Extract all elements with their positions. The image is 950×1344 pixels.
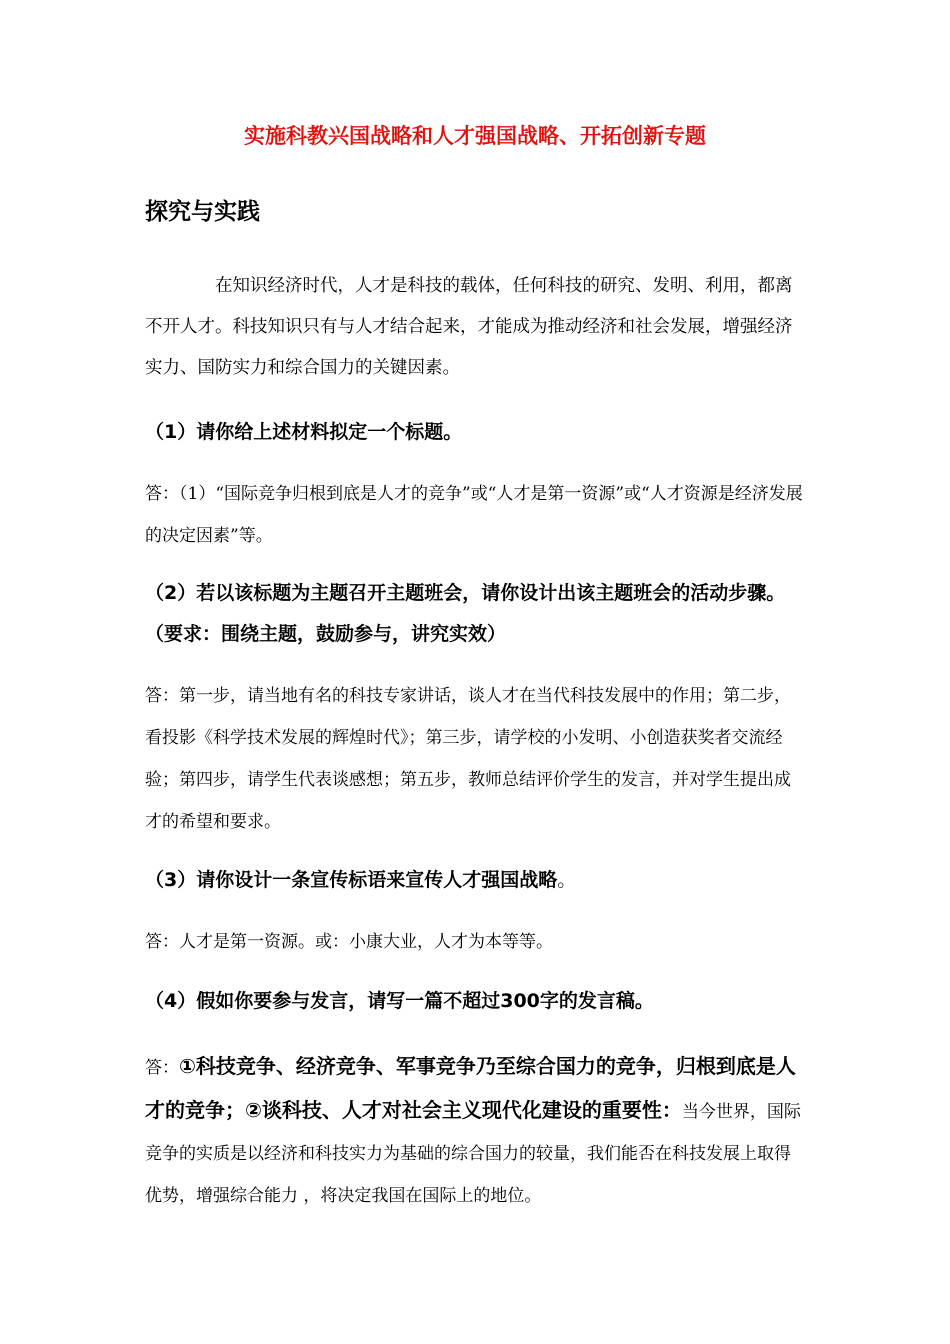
question-3 — [145, 860, 805, 901]
answer-3: 答：人才是第一资源。或：小康大业，人才为本等等。 — [145, 932, 553, 952]
section-heading: 探究与实践 — [145, 199, 260, 225]
answer-4-bold-text: ①科技竞争、经济竞争、军事竞争乃至综合国力的竞争，归根到底是人才的竞争；②谈科技、人才对社会主义现代化建设的重要性： — [145, 1054, 796, 1122]
answer-4-text: 当今世界，国际竞争的实质是以经济和科技实力为基础的综合国力的较量，我们能否在科技发展上取得优势，增强综合能力 ，将决定我国在国际上的地位。 — [145, 1102, 801, 1206]
answer-2: 答：第一步，请当地有名的科技专家讲话，谈人才在当代科技发展中的作用；第二步，看投影《科学技术发展的辉煌时代》；第三步，请学校的小发明、小创造获奖者交流经验；第四步，请学生代表谈感想；第五步，教师总结评价学生的发言，并对学生提出成才的希望和要求。 — [145, 686, 791, 832]
question-1: （1）请你给上述材料拟定一个标题。 — [145, 421, 463, 443]
material-paragraph — [145, 266, 805, 389]
material-text: 在知识经济时代，人才是科技的载体，任何科技的研究、发明、利用，都离不开人才。科技知识只有与人才结合起来，才能成为推动经济和社会发展，增强经济实力、国防实力和综合国力的关键因素。 — [145, 276, 793, 378]
document-title: 实施科教兴国战略和人才强国战略、开拓创新专题 — [244, 124, 706, 148]
answer-4 — [145, 1045, 805, 1217]
answer-4-prefix: 答： — [145, 1058, 179, 1078]
question-3-period: 。 — [557, 869, 577, 891]
answer-1: 答：（1）“国际竞争归根到底是人才的竞争”或“人才是第一资源”或“人才资源是经济发展的决定因素”等。 — [145, 484, 803, 546]
question-4: （4）假如你要参与发言，请写一篇不超过300字的发言稿。 — [145, 990, 654, 1012]
question-2: （2）若以该标题为主题召开主题班会，请你设计出该主题班会的活动步骤。（要求：围绕主题，鼓励参与，讲究实效） — [145, 582, 786, 645]
question-3-text: （3）请你设计一条宣传标语来宣传人才强国战略 — [145, 869, 558, 891]
